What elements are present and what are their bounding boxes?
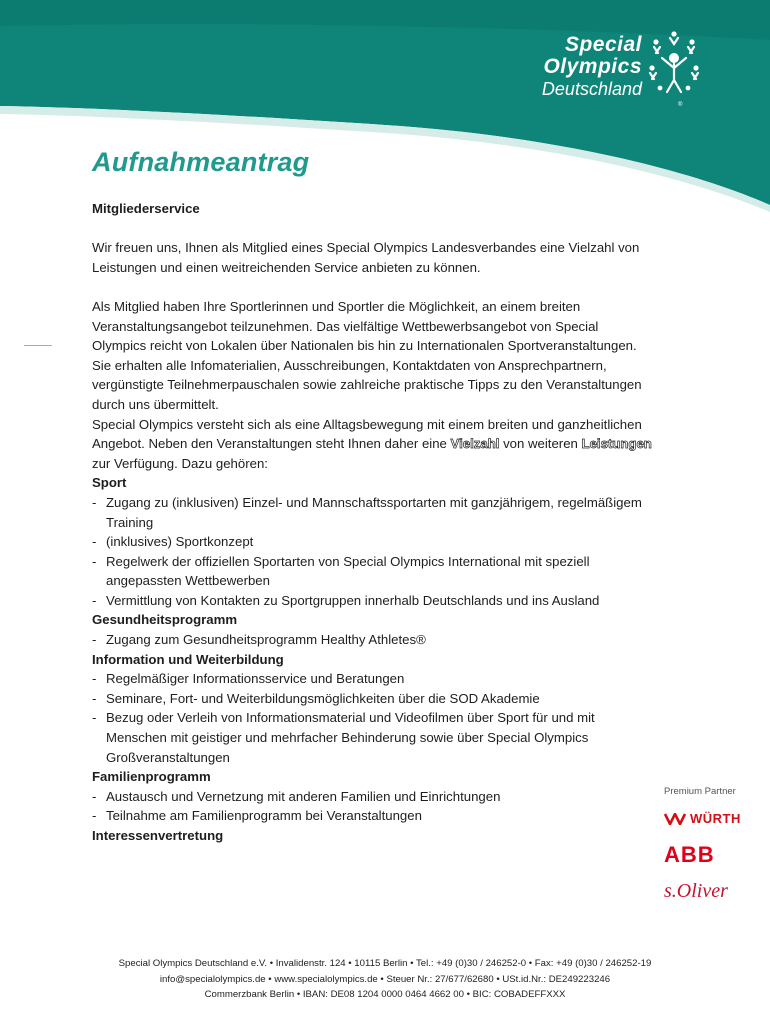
section-heading: Gesundheitsprogramm (92, 612, 238, 628)
fold-mark (24, 345, 52, 346)
section-heading: Sport (92, 475, 127, 491)
services-paragraph (92, 415, 652, 474)
abb-logo: ABB (664, 842, 715, 867)
list-item: - Zugang zu (inklusiven) Einzel- und Mannschaftssportarten mit ganzjährigem, regelmäßigem Training (92, 493, 652, 532)
intro-paragraph: Wir freuen uns, Ihnen als Mitglied eines Special Olympics Landesverbandes eine Vielzahl von Leistungen und einen weitreichenden Service anbieten zu können. (92, 240, 640, 275)
section-heading: Interessenvertretung (92, 828, 224, 843)
section-list (92, 630, 652, 650)
footer-bank-line: Commerzbank Berlin • IBAN: DE08 1204 0000 0464 4662 00 • BIC: COBADEFFXXX (204, 989, 566, 1000)
wurth-logo (664, 811, 744, 826)
special-olympics-logo (500, 28, 700, 120)
logo-line-special: Special (564, 33, 642, 56)
logo-wordmark (500, 34, 642, 100)
partners-label: Premium Partner (664, 786, 736, 797)
page-title: Aufnahmeantrag (92, 147, 310, 177)
logo-line-olympics: Olympics (543, 55, 642, 78)
wurth-wordmark: WÜRTH (690, 811, 741, 826)
list-item: - (inklusives) Sportkonzept (92, 532, 652, 552)
wurth-logo-icon (664, 813, 686, 825)
section-list (92, 669, 652, 767)
footer-address-line: Special Olympics Deutschland e.V. • Invalidenstr. 124 • 10115 Berlin • Tel.: +49 (0)30 / 246252-0 • Fax: +49 (0)30 / 246252-19 (118, 958, 652, 969)
section-heading: Familienprogramm (92, 769, 211, 785)
service-sections (92, 473, 652, 845)
footer (0, 956, 770, 1003)
list-item: - Vermittlung von Kontakten zu Sportgruppen innerhalb Deutschlands und ins Ausland (92, 591, 652, 611)
logo-line-deutschland: Deutschland (541, 79, 642, 99)
section-list (92, 493, 652, 611)
list-item: - Regelmäßiger Informationsservice und Beratungen (92, 669, 652, 689)
services-text-3: zur Verfügung. Dazu gehören: (92, 455, 268, 471)
list-item: - Seminare, Fort- und Weiterbildungsmöglichkeiten über die SOD Akademie (92, 689, 652, 709)
intro-heading: Mitgliederservice (92, 201, 200, 216)
special-olympics-logo-icon (648, 28, 700, 108)
highlight-leistungen: Leistungen (581, 436, 652, 452)
membership-paragraph: Als Mitglied haben Ihre Sportlerinnen und Sportler die Möglichkeit, an einem breiten Veranstaltungsangebot teilzunehmen. Das vielfältige Wettbewerbsangebot von Special Olympics reicht von Lokalen über Nationalen bis hin zu Internationalen Sportveranstaltungen. Sie erhalten alle Infomaterialien, Ausschreibungen, Kontaktdaten von Ansprechpartnern, vergünstigte Teilnehmerpauschalen sowie zahlreiche praktische Tipps zu den Veranstaltungen durch uns übermittelt. (92, 298, 642, 412)
main-content (92, 199, 652, 846)
services-text-2: von weiteren (499, 436, 582, 452)
list-item: - Regelwerk der offiziellen Sportarten von Special Olympics International mit speziell angepassten Wettbewerben (92, 552, 652, 591)
highlight-vielzahl: Vielzahl (450, 436, 500, 452)
list-item: - Teilnahme am Familienprogramm bei Veranstaltungen (92, 806, 652, 826)
list-item: - Austausch und Vernetzung mit anderen Familien und Einrichtungen (92, 787, 652, 807)
list-item: - Bezug oder Verleih von Informationsmaterial und Videofilmen über Sport für und mit Menschen mit geistiger und mehrfacher Behinderung sowie über Special Olympics Großveranstaltungen (92, 708, 652, 767)
premium-partners (664, 786, 744, 903)
svg-text:®: ® (678, 102, 683, 108)
section-heading: Information und Weiterbildung (92, 651, 284, 667)
list-item: - Zugang zum Gesundheitsprogramm Healthy Athletes® (92, 630, 652, 650)
soliver-logo: s.Oliver (664, 880, 728, 902)
section-list (92, 787, 652, 826)
footer-contact-line: info@specialolympics.de • www.specialolympics.de • Steuer Nr.: 27/677/62680 • USt.id.Nr.: DE249223246 (159, 973, 611, 985)
services-text-1: Special Olympics versteht sich als eine Alltagsbewegung mit einem breiten und ganzheitlichen Angebot. Neben den Veranstaltungen steht Ihnen daher eine (92, 416, 642, 452)
